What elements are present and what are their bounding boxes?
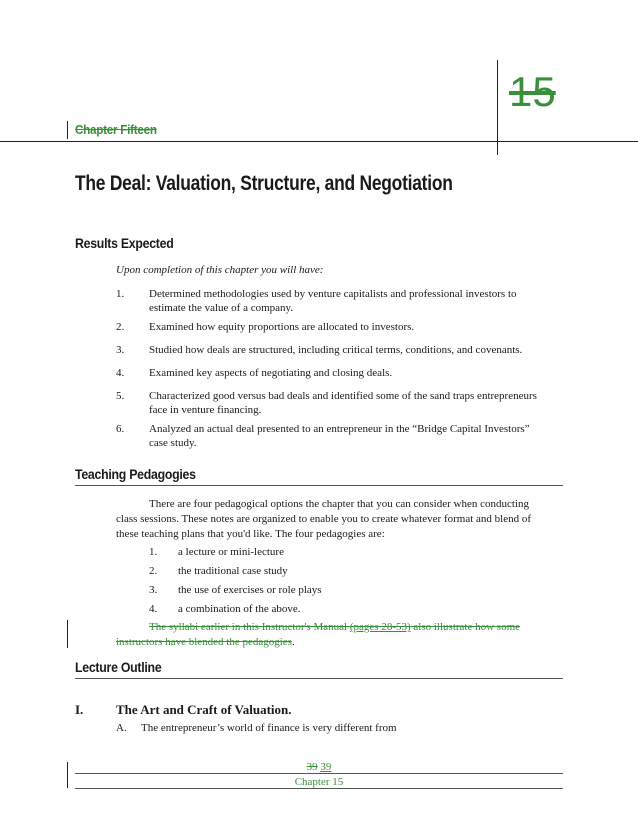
change-bar <box>67 620 68 648</box>
syllabi-note <box>149 621 520 633</box>
page-number-old: 39 <box>306 761 318 773</box>
footer-rule <box>75 788 563 789</box>
syllabi-note-text: instructors have blended the pedagogies <box>116 636 292 648</box>
list-item-text: a lecture or mini-lecture <box>178 546 284 558</box>
list-item-text: a combination of the above. <box>178 603 301 615</box>
list-item-text-cont: case study. <box>149 437 197 449</box>
list-item-number: 3. <box>149 584 158 596</box>
section-title: The Art and Craft of Valuation. <box>116 702 292 717</box>
list-item-text: Examined how equity proportions are allocated to investors. <box>149 321 415 333</box>
list-item-text-cont: estimate the value of a company. <box>149 302 294 314</box>
teaching-paragraph-line: these teaching plans that you'd like. The four pedagogies are: <box>116 528 385 540</box>
list-item-text-cont: face in venture financing. <box>149 404 262 416</box>
list-item-number: 5. <box>116 390 125 402</box>
list-item-text: Examined key aspects of negotiating and closing deals. <box>149 367 393 379</box>
section-number: I. <box>75 702 84 717</box>
syllabi-note-cont <box>116 636 295 648</box>
footer-rule <box>75 773 563 774</box>
list-item-number: 4. <box>149 603 158 615</box>
teaching-rule <box>75 485 563 486</box>
header-rule <box>0 141 638 142</box>
list-item-number: 4. <box>116 367 125 379</box>
teaching-paragraph-line: There are four pedagogical options the chapter that you can consider when conducting <box>149 498 529 510</box>
list-item-number: 2. <box>149 565 158 577</box>
syllabi-note-text: The syllabi earlier in this Instructor's Manual <box>149 621 350 633</box>
results-intro: Upon completion of this chapter you will have: <box>116 264 324 276</box>
list-item-number: 6. <box>116 423 125 435</box>
list-item-number: 1. <box>116 288 125 300</box>
results-heading: Results Expected <box>75 235 174 251</box>
syllabi-note-text: also illustrate how some <box>410 621 521 633</box>
list-item-text: the traditional case study <box>178 565 288 577</box>
footer-chapter: Chapter 15 <box>294 776 344 788</box>
page-title: The Deal: Valuation, Structure, and Negotiation <box>75 172 453 195</box>
subsection-letter: A. <box>116 722 127 734</box>
list-item-number: 1. <box>149 546 158 558</box>
list-item-text: Studied how deals are structured, including critical terms, conditions, and covenants. <box>149 344 523 356</box>
chapter-number: 15 <box>509 68 556 115</box>
lecture-heading: Lecture Outline <box>75 659 162 675</box>
syllabi-pages-link[interactable]: (pages 28-53) <box>349 621 411 633</box>
list-item-number: 3. <box>116 344 125 356</box>
page-number-new: 39 <box>320 761 332 773</box>
lecture-rule <box>75 678 563 679</box>
page-number <box>0 761 638 773</box>
subsection-text: The entrepreneur’s world of finance is very different from <box>141 722 397 734</box>
list-item-text: the use of exercises or role plays <box>178 584 322 596</box>
syllabi-note-end: . <box>291 636 295 648</box>
change-bar <box>67 121 68 139</box>
list-item-text: Determined methodologies used by venture capitalists and professional investors to <box>149 288 517 300</box>
list-item-number: 2. <box>116 321 125 333</box>
list-item-text: Analyzed an actual deal presented to an entrepreneur in the “Bridge Capital Investors” <box>149 423 530 435</box>
list-item-text: Characterized good versus bad deals and identified some of the sand traps entrepreneurs <box>149 390 537 402</box>
teaching-paragraph-line: class sessions. These notes are organized to enable you to create whatever format and blend of <box>116 513 532 525</box>
header-vertical-rule <box>497 60 498 155</box>
teaching-heading: Teaching Pedagogies <box>75 466 196 482</box>
chapter-label: Chapter Fifteen <box>75 122 157 137</box>
